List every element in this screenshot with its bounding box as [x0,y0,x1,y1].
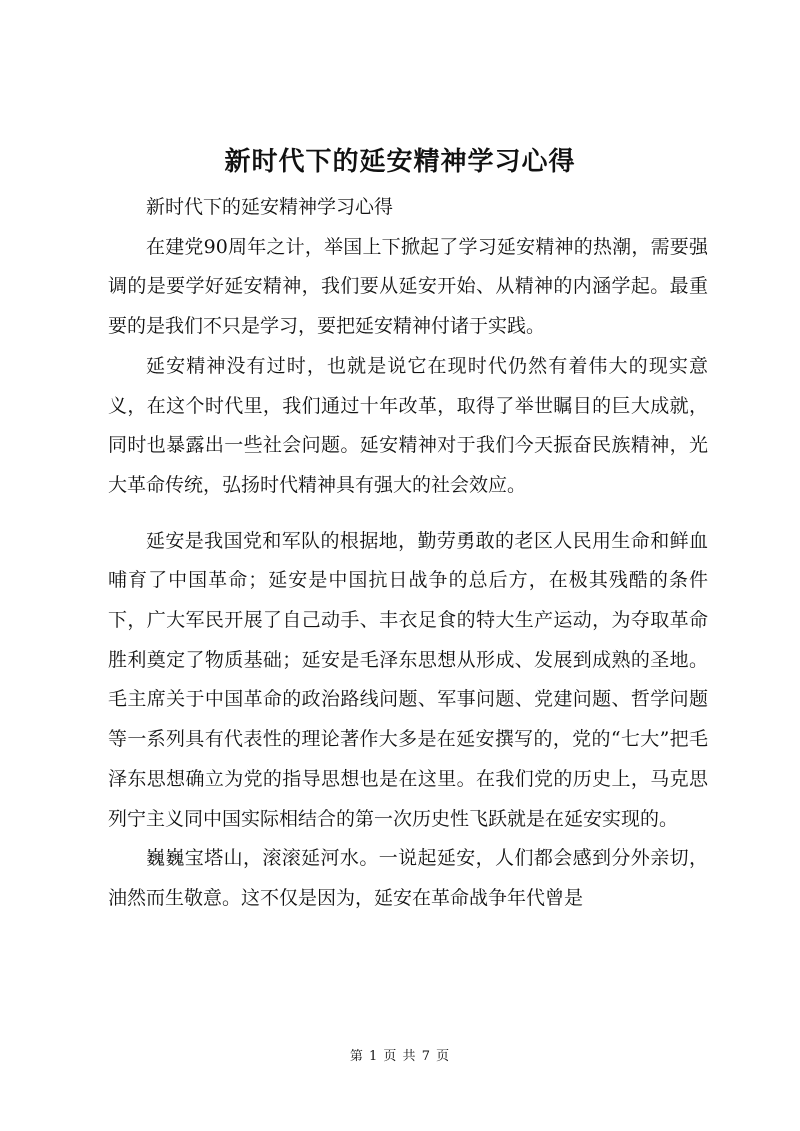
document-body [108,188,708,919]
body-paragraph: 延安是我国党和军队的根据地，勤劳勇敢的老区人民用生命和鲜血哺育了中国革命；延安是中国抗日战争的总后方，在极其残酷的条件下，广大军民开展了自己动手、丰衣足食的特大生产运动，为夺取革命胜利奠定了物质基础；延安是毛泽东思想从形成、发展到成熟的圣地。毛主席关于中国革命的政治路线问题、军事问题、党建问题、哲学问题等一系列具有代表性的理论著作大多是在延安撰写的，党的“七大”把毛泽东思想确立为党的指导思想也是在这里。在我们党的历史上，马克思列宁主义同中国实际相结合的第一次历史性飞跃就是在延安实现的。 [108,529,708,830]
page-footer: 第 1 页 共 7 页 [349,1049,451,1064]
body-paragraph: 在建党90周年之计，举国上下掀起了学习延安精神的热潮，需要强调的是要学好延安精神，我们要从延安开始、从精神的内涵学起。最重要的是我们不只是学习，要把延安精神付诸于实践。 [108,235,708,338]
body-paragraph: 巍巍宝塔山，滚滚延河水。一说起延安，人们都会感到分外亲切，油然而生敬意。这不仅是因为，延安在革命战争年代曾是 [108,847,708,909]
body-paragraph: 延安精神没有过时，也就是说它在现时代仍然有着伟大的现实意义，在这个时代里，我们通过十年改革，取得了举世瞩目的巨大成就，同时也暴露出一些社会问题。延安精神对于我们今天振奋民族精神，光大革命传统，弘扬时代精神具有强大的社会效应。 [108,354,708,496]
subtitle-paragraph: 新时代下的延安精神学习心得 [146,196,394,218]
document-title: 新时代下的延安精神学习心得 [224,147,576,177]
